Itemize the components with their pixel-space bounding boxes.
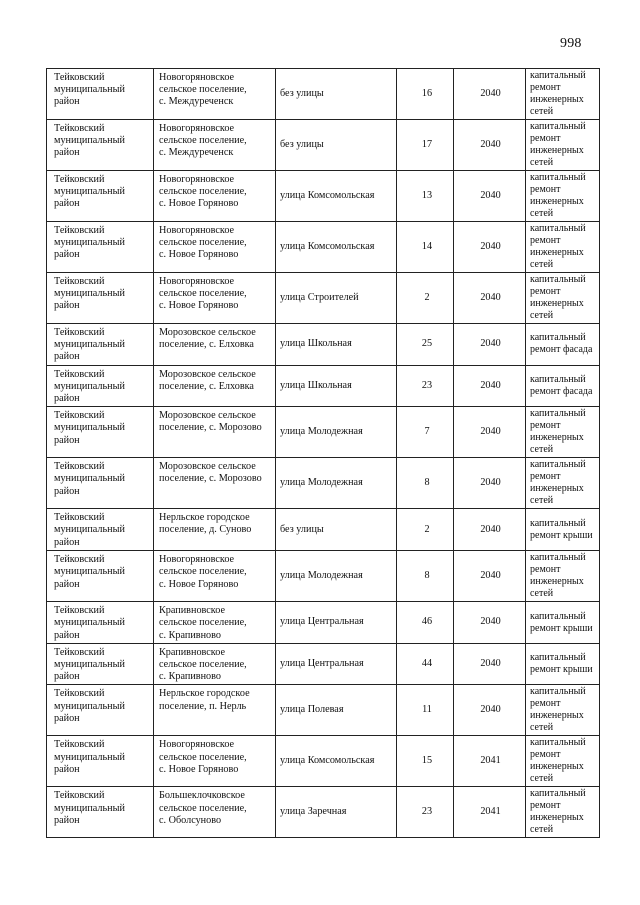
work-type-cell xyxy=(526,458,600,509)
street-cell-text: улица Строителей xyxy=(280,291,359,303)
table-row xyxy=(47,273,600,324)
page-number: 998 xyxy=(560,36,582,51)
settlement-cell-text: Новогоряновское сельское поселение, с. Новое Горяново xyxy=(159,225,247,261)
work-type-cell xyxy=(526,643,600,685)
settlement-cell-text: Нерльское городское поселение, п. Нерль xyxy=(159,688,250,712)
year-cell xyxy=(454,643,526,685)
district-cell xyxy=(47,643,154,685)
table-row xyxy=(47,736,600,787)
settlement-cell xyxy=(154,120,276,171)
year-cell xyxy=(454,273,526,324)
work-type-cell-text: капитальный ремонт инженерных сетей xyxy=(530,70,586,117)
year-cell-text: 2040 xyxy=(480,338,501,350)
district-cell xyxy=(47,324,154,366)
settlement-cell xyxy=(154,273,276,324)
settlement-cell xyxy=(154,324,276,366)
work-type-cell xyxy=(526,171,600,222)
settlement-cell-text: Новогоряновское сельское поселение, с. Междуреченск xyxy=(159,123,247,159)
work-type-cell-text: капитальный ремонт инженерных сетей xyxy=(530,274,586,321)
house-number-cell xyxy=(397,120,454,171)
work-type-cell-text: капитальный ремонт инженерных сетей xyxy=(530,223,586,270)
house-number-cell-text: 11 xyxy=(422,704,432,716)
settlement-cell xyxy=(154,222,276,273)
table-row xyxy=(47,509,600,551)
house-number-cell-text: 2 xyxy=(424,291,430,303)
work-type-cell-text: капитальный ремонт фасада xyxy=(530,373,593,397)
district-cell xyxy=(47,509,154,551)
street-cell-text: улица Центральная xyxy=(280,616,364,628)
house-number-cell xyxy=(397,551,454,602)
house-number-cell-text: 16 xyxy=(421,87,433,99)
work-type-cell xyxy=(526,736,600,787)
house-number-cell xyxy=(397,69,454,120)
settlement-cell xyxy=(154,685,276,736)
year-cell xyxy=(454,787,526,838)
year-cell-text: 2040 xyxy=(480,523,501,535)
district-cell xyxy=(47,551,154,602)
district-cell-text: Тейковский муниципальный район xyxy=(54,461,125,497)
house-number-cell-text: 8 xyxy=(424,570,430,582)
street-cell-text: улица Заречная xyxy=(280,806,347,818)
house-number-cell-text: 7 xyxy=(424,426,430,438)
work-type-cell xyxy=(526,685,600,736)
house-number-cell xyxy=(397,509,454,551)
house-number-cell xyxy=(397,458,454,509)
house-number-cell-text: 15 xyxy=(421,755,433,767)
house-number-cell-text: 13 xyxy=(421,189,433,201)
house-number-cell xyxy=(397,273,454,324)
settlement-cell xyxy=(154,643,276,685)
settlement-cell-text: Морозовское сельское поселение, с. Елховка xyxy=(159,368,256,392)
district-cell-text: Тейковский муниципальный район xyxy=(54,646,125,683)
work-type-cell xyxy=(526,602,600,644)
district-cell-text: Тейковский муниципальный район xyxy=(54,605,125,641)
district-cell xyxy=(47,171,154,222)
table-row xyxy=(47,407,600,458)
house-number-cell xyxy=(397,643,454,685)
work-type-cell xyxy=(526,69,600,120)
work-type-cell xyxy=(526,407,600,458)
year-cell xyxy=(454,120,526,171)
settlement-cell-text: Новогоряновское сельское поселение, с. Новое Горяново xyxy=(159,174,247,210)
district-cell-text: Тейковский муниципальный район xyxy=(54,123,125,159)
year-cell xyxy=(454,171,526,222)
settlement-cell-text: Нерльское городское поселение, д. Суново xyxy=(159,512,252,536)
street-cell-text: без улицы xyxy=(280,523,324,535)
settlement-cell xyxy=(154,787,276,838)
work-type-cell-text: капитальный ремонт крыши xyxy=(530,652,593,676)
year-cell xyxy=(454,509,526,551)
street-cell xyxy=(276,324,397,366)
district-cell-text: Тейковский муниципальный район xyxy=(54,739,125,775)
year-cell-text: 2040 xyxy=(480,570,501,582)
settlement-cell xyxy=(154,69,276,120)
settlement-cell xyxy=(154,365,276,407)
street-cell xyxy=(276,736,397,787)
work-type-cell-text: капитальный ремонт инженерных сетей xyxy=(530,408,586,456)
work-type-cell-text: капитальный ремонт крыши xyxy=(530,610,593,634)
table-row xyxy=(47,69,600,120)
house-number-cell-text: 23 xyxy=(421,806,433,818)
district-cell xyxy=(47,736,154,787)
house-number-cell-text: 44 xyxy=(421,658,433,670)
year-cell-text: 2040 xyxy=(480,477,501,489)
table-row xyxy=(47,324,600,366)
street-cell xyxy=(276,787,397,838)
year-cell-text: 2041 xyxy=(480,806,501,818)
year-cell xyxy=(454,407,526,458)
settlement-cell xyxy=(154,458,276,509)
district-cell-text: Тейковский муниципальный район xyxy=(54,512,125,548)
table-row xyxy=(47,787,600,838)
work-type-cell-text: капитальный ремонт инженерных сетей xyxy=(530,686,586,734)
settlement-cell-text: Морозовское сельское поселение, с. Морозово xyxy=(159,461,262,485)
year-cell-text: 2040 xyxy=(480,87,501,99)
settlement-cell-text: Новогоряновское сельское поселение, с. Новое Горяново xyxy=(159,276,247,312)
house-number-cell-text: 23 xyxy=(421,379,433,391)
street-cell xyxy=(276,685,397,736)
work-type-cell xyxy=(526,551,600,602)
house-number-cell-text: 25 xyxy=(421,338,433,350)
work-type-cell-text: капитальный ремонт инженерных сетей xyxy=(530,737,586,785)
table-row xyxy=(47,120,600,171)
street-cell-text: улица Комсомольская xyxy=(280,189,375,201)
house-number-cell xyxy=(397,685,454,736)
street-cell xyxy=(276,171,397,222)
settlement-cell xyxy=(154,171,276,222)
work-type-cell-text: капитальный ремонт крыши xyxy=(530,517,593,541)
house-number-cell xyxy=(397,365,454,407)
house-number-cell-text: 8 xyxy=(424,477,430,489)
work-type-cell xyxy=(526,365,600,407)
district-cell-text: Тейковский муниципальный район xyxy=(54,688,125,724)
house-number-cell-text: 17 xyxy=(421,138,433,150)
district-cell xyxy=(47,407,154,458)
house-number-cell-text: 14 xyxy=(421,240,433,252)
district-cell xyxy=(47,787,154,838)
street-cell xyxy=(276,643,397,685)
year-cell-text: 2040 xyxy=(480,658,501,670)
work-type-cell-text: капитальный ремонт фасада xyxy=(530,332,593,356)
table-row xyxy=(47,602,600,644)
house-number-cell xyxy=(397,602,454,644)
settlement-cell-text: Новогоряновское сельское поселение, с. Новое Горяново xyxy=(159,554,247,590)
year-cell-text: 2041 xyxy=(480,755,501,767)
work-type-cell-text: капитальный ремонт инженерных сетей xyxy=(530,552,586,600)
year-cell xyxy=(454,551,526,602)
district-cell-text: Тейковский муниципальный район xyxy=(54,790,125,826)
street-cell-text: улица Школьная xyxy=(280,338,352,350)
street-cell-text: улица Центральная xyxy=(280,658,364,670)
district-cell-text: Тейковский муниципальный район xyxy=(54,327,125,363)
year-cell-text: 2040 xyxy=(480,240,501,252)
settlement-cell-text: Крапивновское сельское поселение, с. Крапивново xyxy=(159,646,247,683)
street-cell-text: улица Полевая xyxy=(280,704,344,716)
street-cell xyxy=(276,551,397,602)
year-cell xyxy=(454,69,526,120)
year-cell-text: 2040 xyxy=(480,426,501,438)
district-cell xyxy=(47,685,154,736)
settlement-cell xyxy=(154,407,276,458)
table-row xyxy=(47,458,600,509)
work-type-cell xyxy=(526,509,600,551)
street-cell-text: улица Молодежная xyxy=(280,477,363,489)
house-number-cell xyxy=(397,407,454,458)
year-cell xyxy=(454,685,526,736)
district-cell xyxy=(47,365,154,407)
settlement-cell xyxy=(154,736,276,787)
house-number-cell xyxy=(397,324,454,366)
district-cell-text: Тейковский муниципальный район xyxy=(54,554,125,590)
house-number-cell xyxy=(397,787,454,838)
street-cell xyxy=(276,222,397,273)
year-cell-text: 2040 xyxy=(480,138,501,150)
district-cell-text: Тейковский муниципальный район xyxy=(54,368,125,405)
settlement-cell-text: Морозовское сельское поселение, с. Елховка xyxy=(159,327,256,351)
work-type-cell-text: капитальный ремонт инженерных сетей xyxy=(530,172,586,219)
district-cell-text: Тейковский муниципальный район xyxy=(54,410,125,446)
table-row xyxy=(47,222,600,273)
house-number-cell-text: 46 xyxy=(421,616,433,628)
settlement-cell xyxy=(154,509,276,551)
street-cell xyxy=(276,602,397,644)
settlement-cell-text: Морозовское сельское поселение, с. Морозово xyxy=(159,410,262,434)
house-number-cell-text: 2 xyxy=(424,523,430,535)
year-cell xyxy=(454,222,526,273)
year-cell xyxy=(454,602,526,644)
street-cell-text: улица Комсомольская xyxy=(280,755,375,767)
district-cell-text: Тейковский муниципальный район xyxy=(54,174,125,210)
street-cell xyxy=(276,509,397,551)
house-number-cell xyxy=(397,171,454,222)
repair-schedule-table xyxy=(46,68,600,838)
settlement-cell-text: Крапивновское сельское поселение, с. Крапивново xyxy=(159,605,247,641)
settlement-cell-text: Большеклочковское сельское поселение, с. Оболсуново xyxy=(159,790,247,826)
district-cell xyxy=(47,273,154,324)
house-number-cell xyxy=(397,736,454,787)
year-cell xyxy=(454,458,526,509)
year-cell-text: 2040 xyxy=(480,379,501,391)
work-type-cell-text: капитальный ремонт инженерных сетей xyxy=(530,121,586,168)
street-cell xyxy=(276,458,397,509)
district-cell xyxy=(47,69,154,120)
street-cell xyxy=(276,69,397,120)
street-cell-text: улица Молодежная xyxy=(280,426,363,438)
street-cell-text: улица Школьная xyxy=(280,379,352,391)
table-row xyxy=(47,171,600,222)
street-cell-text: без улицы xyxy=(280,87,324,99)
work-type-cell-text: капитальный ремонт инженерных сетей xyxy=(530,788,586,836)
street-cell-text: улица Комсомольская xyxy=(280,240,375,252)
year-cell-text: 2040 xyxy=(480,616,501,628)
district-cell-text: Тейковский муниципальный район xyxy=(54,225,125,261)
settlement-cell-text: Новогоряновское сельское поселение, с. Междуреченск xyxy=(159,72,247,108)
district-cell xyxy=(47,222,154,273)
year-cell xyxy=(454,324,526,366)
work-type-cell-text: капитальный ремонт инженерных сетей xyxy=(530,459,586,507)
year-cell xyxy=(454,365,526,407)
table-body xyxy=(47,69,600,838)
year-cell-text: 2040 xyxy=(480,704,501,716)
table-row xyxy=(47,551,600,602)
year-cell-text: 2040 xyxy=(480,291,501,303)
district-cell xyxy=(47,602,154,644)
street-cell xyxy=(276,273,397,324)
table-row xyxy=(47,643,600,685)
work-type-cell xyxy=(526,787,600,838)
work-type-cell xyxy=(526,273,600,324)
house-number-cell xyxy=(397,222,454,273)
street-cell xyxy=(276,407,397,458)
table-row xyxy=(47,365,600,407)
settlement-cell xyxy=(154,551,276,602)
street-cell xyxy=(276,365,397,407)
street-cell-text: улица Молодежная xyxy=(280,570,363,582)
work-type-cell xyxy=(526,120,600,171)
district-cell xyxy=(47,120,154,171)
table-row xyxy=(47,685,600,736)
work-type-cell xyxy=(526,324,600,366)
street-cell xyxy=(276,120,397,171)
district-cell-text: Тейковский муниципальный район xyxy=(54,72,125,108)
year-cell-text: 2040 xyxy=(480,189,501,201)
year-cell xyxy=(454,736,526,787)
street-cell-text: без улицы xyxy=(280,138,324,150)
settlement-cell-text: Новогоряновское сельское поселение, с. Новое Горяново xyxy=(159,739,247,775)
work-type-cell xyxy=(526,222,600,273)
settlement-cell xyxy=(154,602,276,644)
district-cell-text: Тейковский муниципальный район xyxy=(54,276,125,312)
district-cell xyxy=(47,458,154,509)
